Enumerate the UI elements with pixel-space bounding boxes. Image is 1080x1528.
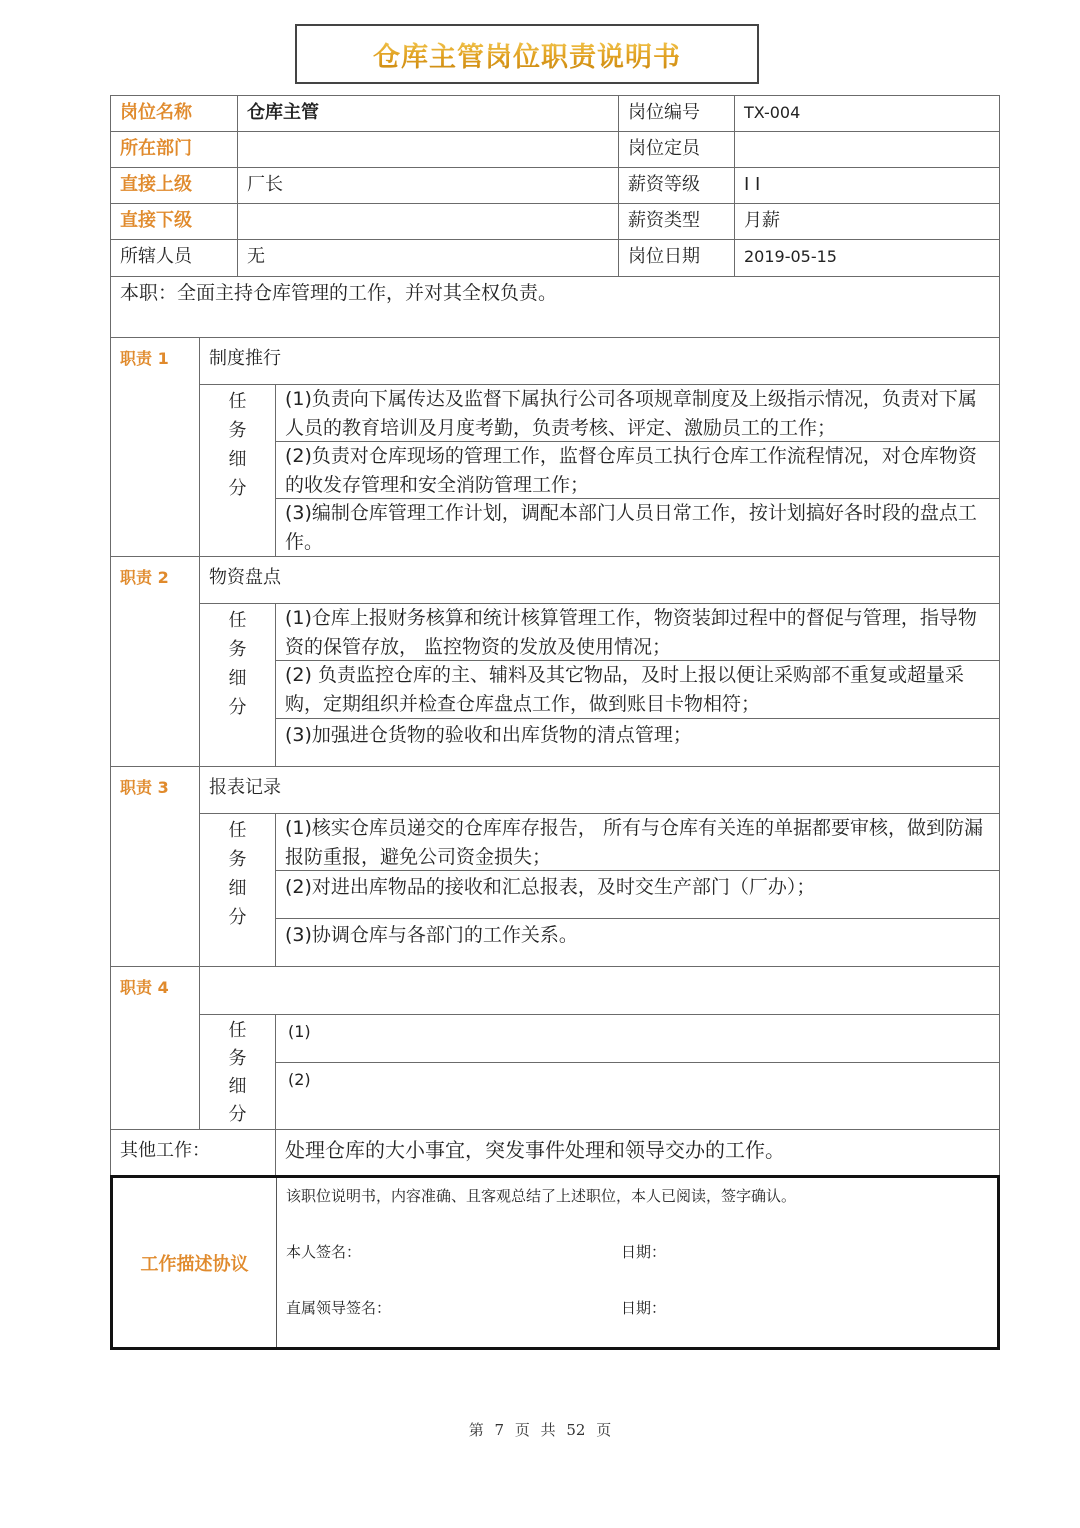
duty-3-title: 报表记录 — [199, 766, 1000, 814]
label-position-code: 岗位编号 — [618, 95, 735, 132]
label-salary-grade: 薪资等级 — [618, 167, 735, 204]
duty-3-task-2: (2)对进出库物品的接收和汇总报表，及时交生产部门（厂办）； — [275, 870, 1000, 919]
value-superior: 厂长 — [237, 167, 619, 204]
task-label-char: 分 — [228, 697, 247, 718]
duty-2-label: 职责 2 — [110, 556, 200, 767]
task-label-char: 任 — [228, 1020, 247, 1041]
duty-1-task-1: (1)负责向下属传达及监督下属执行公司各项规章制度及上级指示情况，负责对下属人员的教育培训及月度考勤，负责考核、评定、激励员工的工作； — [275, 384, 1000, 442]
task-label-char: 细 — [228, 449, 247, 470]
value-salary-type: 月薪 — [734, 203, 1000, 240]
value-salary-grade: I I — [734, 167, 1000, 204]
duty-3-task-1: (1)核实仓库员递交的仓库库存报告， 所有与仓库有关连的单据都要审核，做到防漏报防重报，避免公司资金损失； — [275, 813, 1000, 871]
leader-signature-label: 直属领导签名： — [286, 1299, 392, 1317]
task-label-char: 细 — [228, 668, 247, 689]
other-work-label: 其他工作： — [110, 1129, 276, 1177]
duty-1-task-2: (2)负责对仓库现场的管理工作，监督仓库员工执行仓库工作流程情况，对仓库物资的收发存管理和安全消防管理工作； — [275, 441, 1000, 499]
duty-2-task-label — [199, 603, 276, 767]
duty-4-label: 职责 4 — [110, 966, 200, 1130]
duty-4-task-label — [199, 1014, 276, 1130]
value-headcount — [734, 131, 1000, 168]
label-department: 所在部门 — [110, 131, 238, 168]
duty-4-task-2: (2) — [275, 1062, 1000, 1130]
value-position-code: TX-004 — [734, 95, 1000, 132]
self-date-label: 日期： — [621, 1243, 667, 1261]
label-position-name: 岗位名称 — [110, 95, 238, 132]
agreement-divider — [276, 1178, 277, 1347]
label-staff: 所辖人员 — [110, 239, 238, 277]
duty-3-label: 职责 3 — [110, 766, 200, 967]
agreement-statement: 该职位说明书，内容准确、且客观总结了上述职位，本人已阅读，签字确认。 — [286, 1187, 797, 1205]
duty-1-label: 职责 1 — [110, 337, 200, 557]
duty-1-task-3: (3)编制仓库管理工作计划，调配本部门人员日常工作，按计划搞好各时段的盘点工作。 — [275, 498, 1000, 557]
task-label-char: 分 — [228, 907, 247, 928]
value-subordinate — [237, 203, 619, 240]
task-label-char: 分 — [228, 1104, 247, 1125]
label-superior: 直接上级 — [110, 167, 238, 204]
duty-4-task-1: (1) — [275, 1014, 1000, 1063]
label-salary-type: 薪资类型 — [618, 203, 735, 240]
task-label-char: 任 — [228, 391, 247, 412]
task-label-char: 细 — [228, 878, 247, 899]
value-position-name: 仓库主管 — [237, 95, 619, 132]
duty-1-title: 制度推行 — [199, 337, 1000, 385]
duty-1-task-label — [199, 384, 276, 557]
page-number: 第 7 页 共 52 页 — [468, 1421, 612, 1439]
document-title: 仓库主管岗位职责说明书 — [373, 35, 681, 74]
duty-2-title: 物资盘点 — [199, 556, 1000, 604]
duty-3-task-3: (3)协调仓库与各部门的工作关系。 — [275, 918, 1000, 967]
duty-3-task-label — [199, 813, 276, 967]
leader-date-label: 日期： — [621, 1299, 667, 1317]
core-duty: 本职：全面主持仓库管理的工作，并对其全权负责。 — [110, 276, 1000, 338]
task-label-char: 务 — [228, 849, 247, 870]
duty-4-title — [199, 966, 1000, 1015]
value-position-date: 2019-05-15 — [734, 239, 1000, 277]
label-headcount: 岗位定员 — [618, 131, 735, 168]
value-department — [237, 131, 619, 168]
task-label-char: 任 — [228, 610, 247, 631]
task-label-char: 务 — [228, 639, 247, 660]
label-position-date: 岗位日期 — [618, 239, 735, 277]
task-label-char: 务 — [228, 420, 247, 441]
agreement-box — [110, 1175, 1000, 1350]
task-label-char: 任 — [228, 820, 247, 841]
label-subordinate: 直接下级 — [110, 203, 238, 240]
task-label-char: 细 — [228, 1076, 247, 1097]
duty-2-task-2: (2) 负责监控仓库的主、辅料及其它物品，及时上报以便让采购部不重复或超量采购，定期组织并检查仓库盘点工作，做到账目卡物相符； — [275, 660, 1000, 719]
other-work-value: 处理仓库的大小事宜，突发事件处理和领导交办的工作。 — [275, 1129, 1000, 1177]
task-label-char: 务 — [228, 1048, 247, 1069]
self-signature-label: 本人签名： — [286, 1243, 362, 1261]
value-staff: 无 — [237, 239, 619, 277]
agreement-label: 工作描述协议 — [140, 1253, 249, 1275]
task-label-char: 分 — [228, 478, 247, 499]
title-box — [295, 24, 759, 84]
duty-2-task-1: (1)仓库上报财务核算和统计核算管理工作，物资装卸过程中的督促与管理，指导物资的保管存放， 监控物资的发放及使用情况； — [275, 603, 1000, 661]
duty-2-task-3: (3)加强进仓货物的验收和出库货物的清点管理； — [275, 718, 1000, 767]
